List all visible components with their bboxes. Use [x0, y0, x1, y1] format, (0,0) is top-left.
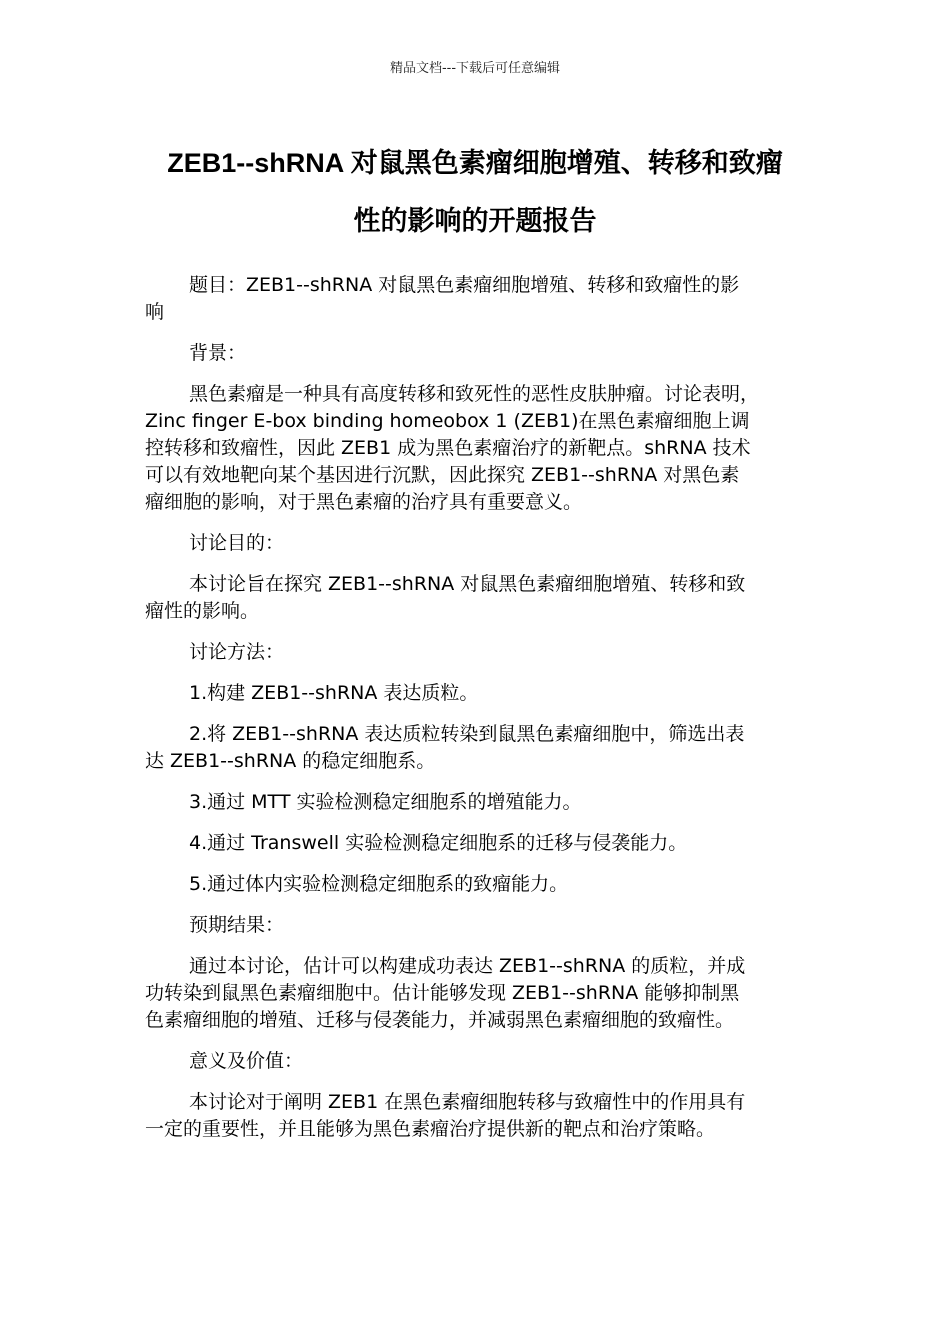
paragraph-line: 通过本讨论，估计可以构建成功表达 ZEB1--shRNA 的质粒，并成	[189, 955, 746, 977]
paragraph	[145, 639, 810, 666]
paragraph-line: 瘤细胞的影响，对于黑色素瘤的治疗具有重要意义。	[145, 491, 583, 513]
paragraph-line: 5.通过体内实验检测稳定细胞系的致瘤能力。	[189, 873, 569, 895]
paragraph-line: 本讨论旨在探究 ZEB1--shRNA 对鼠黑色素瘤细胞增殖、转移和致	[189, 573, 746, 595]
paragraph	[145, 953, 810, 1034]
paragraph	[145, 381, 810, 516]
paragraph-line: Zinc finger E-box binding homeobox 1 (ZEB1)在黑色素瘤细胞上调	[145, 410, 750, 432]
paragraph-line: 2.将 ZEB1--shRNA 表达质粒转染到鼠黑色素瘤细胞中，筛选出表	[189, 723, 745, 745]
paragraph-line: 可以有效地靶向某个基因进行沉默，因此探究 ZEB1--shRNA 对黑色素	[145, 464, 740, 486]
paragraph-line: 4.通过 Transwell 实验检测稳定细胞系的迁移与侵袭能力。	[189, 832, 688, 854]
paragraph-line: 一定的重要性，并且能够为黑色素瘤治疗提供新的靶点和治疗策略。	[145, 1118, 716, 1140]
paragraph	[145, 871, 810, 898]
paragraph	[145, 340, 810, 367]
paragraph	[145, 530, 810, 557]
paragraph	[145, 680, 810, 707]
paragraph	[145, 1089, 810, 1143]
paragraph-line: 响	[145, 301, 165, 323]
paragraph	[145, 272, 810, 326]
title-line-1: ZEB1--shRNA 对鼠黑色素瘤细胞增殖、转移和致瘤	[167, 148, 783, 178]
paragraph-line: 控转移和致瘤性，因此 ZEB1 成为黑色素瘤治疗的新靶点。shRNA 技术	[145, 437, 751, 459]
paragraph-line: 瘤性的影响。	[145, 600, 260, 622]
paragraph-line: 预期结果：	[189, 914, 285, 936]
paragraph-line: 本讨论对于阐明 ZEB1 在黑色素瘤细胞转移与致瘤性中的作用具有	[189, 1091, 746, 1113]
paragraph-line: 1.构建 ZEB1--shRNA 表达质粒。	[189, 682, 479, 704]
title-line-2: 性的影响的开题报告	[353, 206, 597, 236]
paragraph-line: 达 ZEB1--shRNA 的稳定细胞系。	[145, 750, 436, 772]
document-body	[145, 272, 810, 1157]
paragraph-line: 背景：	[189, 342, 247, 364]
paragraph-line: 题目：ZEB1--shRNA 对鼠黑色素瘤细胞增殖、转移和致瘤性的影	[189, 274, 740, 296]
paragraph	[145, 912, 810, 939]
paragraph	[145, 571, 810, 625]
paragraph-line: 黑色素瘤是一种具有高度转移和致死性的恶性皮肤肿瘤。讨论表明，	[189, 383, 760, 405]
paragraph-line: 意义及价值：	[189, 1050, 304, 1072]
paragraph-line: 3.通过 MTT 实验检测稳定细胞系的增殖能力。	[189, 791, 582, 813]
paragraph-line: 讨论目的：	[189, 532, 285, 554]
paragraph	[145, 721, 810, 775]
paragraph-line: 功转染到鼠黑色素瘤细胞中。估计能够发现 ZEB1--shRNA 能够抑制黑	[145, 982, 740, 1004]
paragraph	[145, 789, 810, 816]
page-header-note: 精品文档---下载后可任意编辑	[389, 61, 561, 76]
paragraph	[145, 830, 810, 857]
paragraph-line: 讨论方法：	[189, 641, 285, 663]
document-title	[140, 134, 810, 250]
paragraph	[145, 1048, 810, 1075]
paragraph-line: 色素瘤细胞的增殖、迁移与侵袭能力，并减弱黑色素瘤细胞的致瘤性。	[145, 1009, 735, 1031]
